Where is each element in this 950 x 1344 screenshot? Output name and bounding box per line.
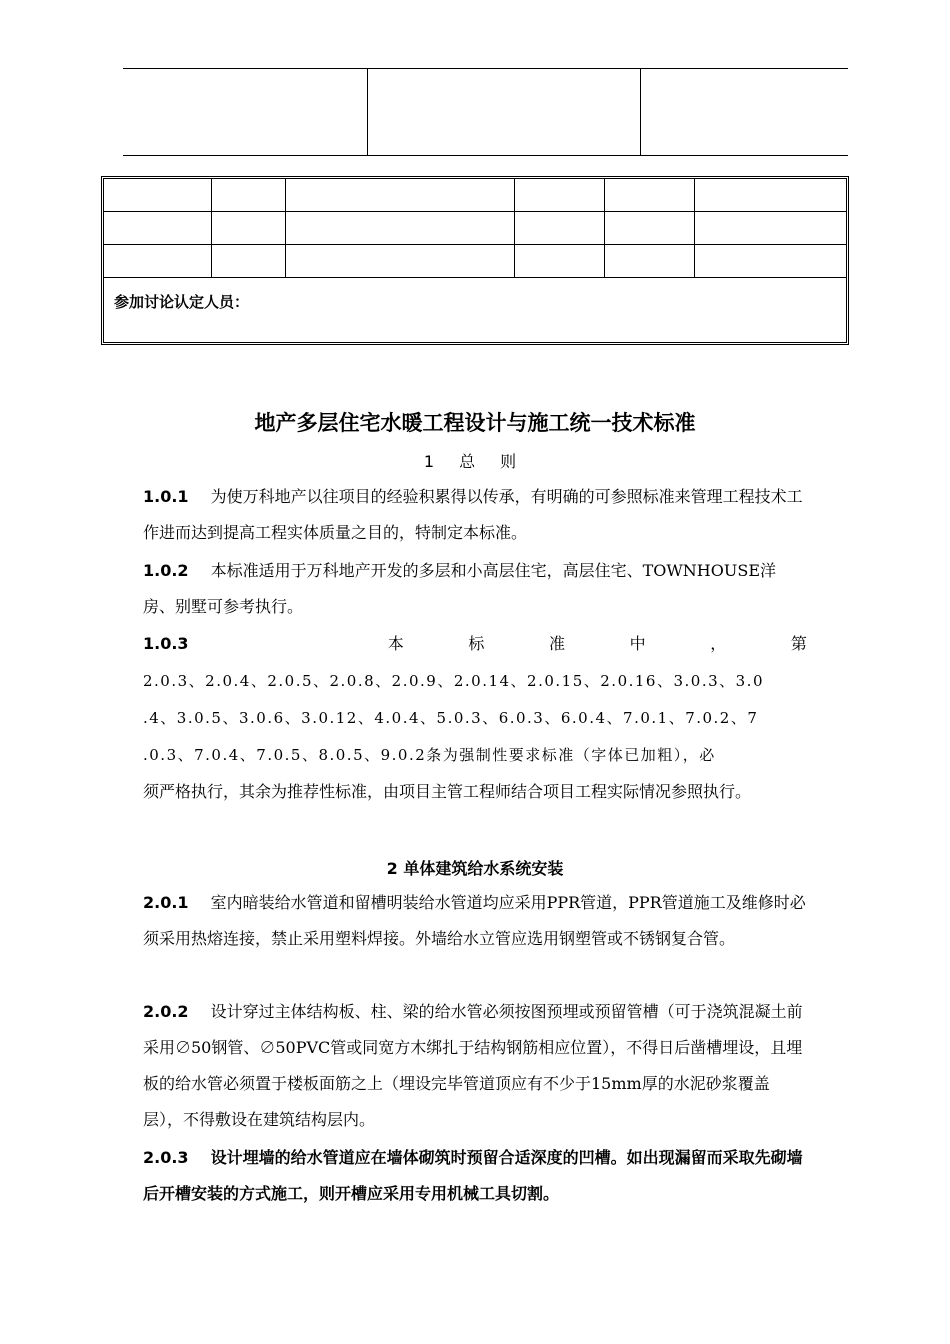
signature-label: 参加讨论认定人员： <box>114 293 250 311</box>
spread-char: ， <box>710 634 727 653</box>
table-col-divider <box>694 179 695 278</box>
table-divider <box>640 69 641 155</box>
clause-1-0-3-list-line: .4、3.0.5、3.0.6、3.0.12、4.0.4、5.0.3、6.0.3、6.0.4、7.0.1、7.0.2、7 <box>143 709 759 727</box>
clause-number: 1.0.2 <box>143 561 189 580</box>
clause-2-0-3 <box>143 1140 807 1212</box>
spread-char: 中 <box>629 634 646 653</box>
clause-number: 1.0.1 <box>143 487 189 506</box>
clause-text: 本标准适用于万科地产开发的多层和小高层住宅，高层住宅、TOWNHOUSE洋房、别墅可参考执行。 <box>143 561 776 616</box>
clause-text: 为使万科地产以往项目的经验积累得以传承，有明确的可参照标准来管理工程技术工作进而达到提高工程实体质量之目的，特制定本标准。 <box>143 487 803 542</box>
clause-number: 2.0.3 <box>143 1148 189 1167</box>
signature-table <box>101 176 849 345</box>
table-row-divider <box>104 211 846 212</box>
section-heading-water-supply: 2 单体建筑给水系统安装 <box>386 859 564 878</box>
clause-1-0-1 <box>143 479 807 551</box>
table-col-divider <box>285 179 286 278</box>
spread-char: 标 <box>468 634 485 653</box>
table-col-divider <box>604 179 605 278</box>
spread-char: 准 <box>549 634 566 653</box>
clause-text: 设计穿过主体结构板、柱、梁的给水管必须按图预埋或预留管槽（可于浇筑混凝土前采用∅50钢管、∅50PVC管或同宽方木绑扎于结构钢筋相应位置），不得日后凿槽埋设，且埋板的给水管必须置于楼板面筋之上（埋设完毕管道顶应有不少于15mm厚的水泥砂浆覆盖层），不得敷设在建筑结构层内。 <box>143 1002 803 1129</box>
clause-2-0-1 <box>143 885 807 957</box>
header-table <box>123 68 848 156</box>
clause-text: 室内暗装给水管道和留槽明装给水管道均应采用PPR管道，PPR管道施工及维修时必须采用热熔连接，禁止采用塑料焊接。外墙给水立管应选用钢塑管或不锈钢复合管。 <box>143 893 806 948</box>
clause-number: 2.0.1 <box>143 893 189 912</box>
clause-number: 2.0.2 <box>143 1002 189 1021</box>
clause-2-0-2 <box>143 994 807 1138</box>
clause-text: 设计埋墙的给水管道应在墙体砌筑时预留合适深度的凹槽。如出现漏留而采取先砌墙后开槽安装的方式施工，则开槽应采用专用机械工具切割。 <box>143 1148 803 1203</box>
table-col-divider <box>211 179 212 278</box>
clause-1-0-3-first-line <box>143 626 807 662</box>
table-row-divider <box>104 277 846 278</box>
clause-1-0-3-list-line: .0.3、7.0.4、7.0.5、8.0.5、9.0.2条为强制性要求标准（字体已加粗），必 <box>143 746 716 764</box>
table-col-divider <box>514 179 515 278</box>
clause-1-0-2 <box>143 553 807 625</box>
clause-1-0-3-list-line: 2.0.3、2.0.4、2.0.5、2.0.8、2.0.9、2.0.14、2.0.15、2.0.16、3.0.3、3.0 <box>143 672 764 690</box>
clause-number: 1.0.3 <box>143 634 189 653</box>
document-title: 地产多层住宅水暖工程设计与施工统一技术标准 <box>254 411 696 435</box>
section-heading-general: 1 总 则 <box>423 452 527 471</box>
spread-char: 第 <box>790 634 807 653</box>
table-row-divider <box>104 244 846 245</box>
table-divider <box>367 69 368 155</box>
clause-1-0-3-rest: 须严格执行，其余为推荐性标准，由项目主管工程师结合项目工程实际情况参照执行。 <box>143 782 752 801</box>
spread-char: 本 <box>387 634 404 653</box>
